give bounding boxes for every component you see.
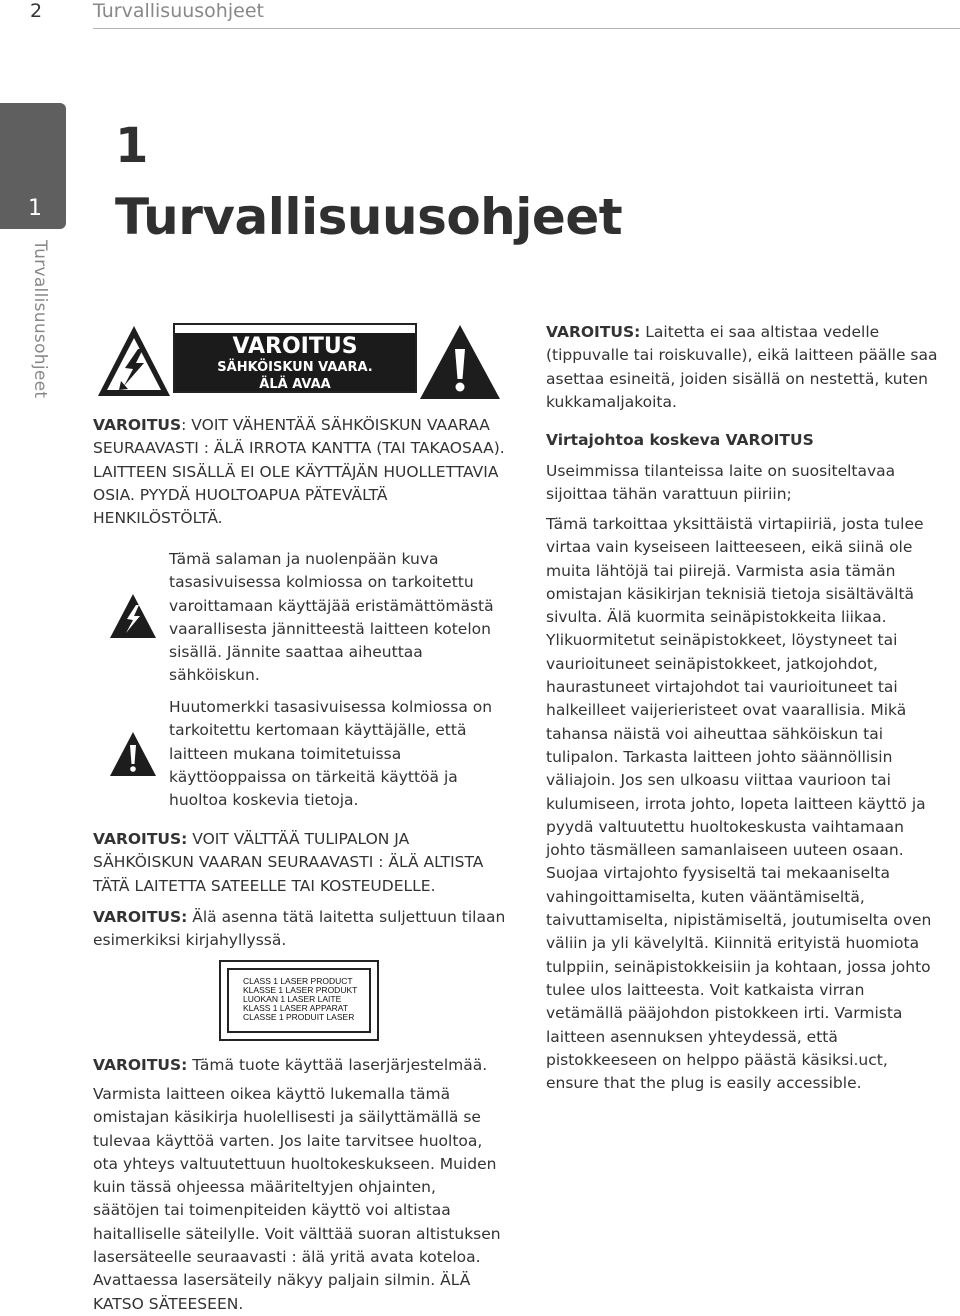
page-number: 2 — [30, 0, 43, 22]
chapter-number: 1 — [115, 118, 149, 174]
warning-paragraph-2: VAROITUS: VOIT VÄLTTÄÄ TULIPALON JA SÄHKÖISKUN VAARAN SEURAAVASTI : ÄLÄ ALTISTA TÄTÄ LAITETTA SATEELLE TAI KOSTEUDELLE. — [93, 830, 484, 895]
lightning-symbol-icon — [108, 592, 158, 640]
side-tab-label: Turvallisuusohjeet — [30, 240, 50, 399]
laser-label-line: LUOKAN 1 LASER LAITE — [243, 994, 342, 1004]
laser-usage-paragraph: Varmista laitteen oikea käyttö lukemalla tämä omistajan käsikirja huolellisesti ja säilyttämällä se tulevaa käyttöä varten. Jos laite tarvitsee huoltoa, ota yhteys valtuutettuun huoltokeskukseen. Muiden kuin tässä ohjeessa määriteltyjen ohjainten, säätöjen tai toimenpiteiden käyttö voi altistaa haitalliselle säteilylle. Voit välttää suoran altistuksen lasersäteelle seuraavasti : älä yritä avata koteloa. Avattaessa lasersäteily näkyy paljain silmin. ÄLÄ KATSO SÄTEESEEN. — [93, 1085, 501, 1313]
power-cord-heading: Virtajohtoa koskeva VAROITUS — [546, 431, 814, 449]
warning-paragraph-1: VAROITUS: VOIT VÄHENTÄÄ SÄHKÖISKUN VAARAA SEURAAVASTI : ÄLÄ IRROTA KANTTA (TAI TAKAOSAA). LAITTEEN SISÄLLÄ EI OLE KÄYTTÄJÄN HUOLLETTAVIA OSIA. PYYDÄ HUOLTOAPUA PÄTEVÄLTÄ HENKILÖSTÖLTÄ. — [93, 416, 505, 528]
lightning-warning-icon — [95, 323, 173, 399]
power-cord-paragraph-1: Useimmissa tilanteissa laite on suositeltavaa sijoittaa tähän varattuun piiriin; — [546, 462, 896, 504]
warning-paragraph-4: VAROITUS: Tämä tuote käyttää laserjärjestelmää. — [93, 1056, 488, 1074]
warning-banner — [173, 323, 417, 393]
warning-paragraph-3: VAROITUS: Älä asenna tätä laitetta suljettuun tilaan esimerkiksi kirjahyllyssä. — [93, 908, 506, 950]
exclamation-symbol-description: Huutomerkki tasasivuisessa kolmiossa on tarkoitettu kertomaan käyttäjälle, että laitteen mukana toimitetuissa käyttöoppaissa on tärkeitä käyttöä ja huoltoa koskevia tietoja. — [169, 698, 493, 810]
lightning-symbol-description: Tämä salaman ja nuolenpään kuva tasasivuisessa kolmiossa on tarkoitettu varoittamaan käyttäjää eristämättömästä vaarallisesta jännitteestä laitteen kotelon sisällä. Jännite saattaa aiheuttaa sähköiskun. — [169, 550, 494, 685]
banner-line-2: ÄLÄ AVAA — [259, 377, 331, 392]
laser-label-line: CLASSE 1 PRODUIT LASER — [243, 1012, 355, 1022]
header-rule — [93, 28, 960, 29]
laser-class-label — [219, 960, 379, 1041]
water-warning-paragraph: VAROITUS: Laitetta ei saa altistaa vedelle (tippuvalle tai roiskuvalle), eikä laitteen päälle saa asettaa esineitä, joiden sisällä on nestettä, kuten kukkamaljakoita. — [546, 323, 938, 411]
running-title: Turvallisuusohjeet — [93, 0, 264, 22]
power-cord-paragraph-2: Tämä tarkoittaa yksittäistä virtapiiriä, josta tulee virtaa vain kyseiseen laitteeseen, eikä siinä ole muita lähtöjä tai piirejä. Varmista asia tämän omistajan käsikirjan teknisiä tietoja sisältävältä sivulta. Älä kuormita seinäpistokkeita liikaa. Ylikuormitetut seinäpistokkeet, löystyneet tai vaurioituneet seinäpistokkeet, jatkojohdot, haurastuneet virtajohdot tai vaurioituneet tai halkeilleet vaijerieristeet ovat vaarallisia. Mikä tahansa näistä voi aiheuttaa sähköiskun tai tulipalon. Tarkasta laitteen johto säännöllisin väliajoin. Jos sen ulkoasu viittaa vaurioon tai kulumiseen, irrota johto, lopeta laitteen käyttö ja pyydä valtuutettu huoltokeskusta vaihtamaan johto täsmälleen samanlaiseen uuteen osaan. Suojaa virtajohto fyysiseltä tai mekaaniselta vahingoittamiselta, kuten vääntämiseltä, taivuttamiselta, nipistämiseltä, joutumiselta oven väliin ja yli kävelyltä. Kiinnitä erityistä huomiota tulppiin, seinäpistokkeisiin ja kohtaan, jossa johto tulee ulos laitteesta. Voit katkaista virran vetämällä pääjohdon pistokkeen irti. Varmista laitteen asennuksen yhteydessä, että pistokkeeseen on helppo päästä käsiksi.uct, ensure that the plug is easily accessible. — [546, 515, 932, 1093]
exclamation-warning-icon — [418, 323, 502, 401]
side-tab-number: 1 — [28, 196, 42, 221]
exclamation-symbol-icon — [108, 730, 158, 778]
banner-line-1: SÄHKÖISKUN VAARA. — [217, 360, 373, 375]
laser-label-line: CLASS 1 LASER PRODUCT — [243, 976, 353, 986]
banner-title: VAROITUS — [232, 334, 358, 359]
chapter-title: Turvallisuusohjeet — [115, 188, 623, 246]
laser-label-line: KLASS 1 LASER APPARAT — [243, 1003, 349, 1013]
laser-label-line: KLASSE 1 LASER PRODUKT — [243, 985, 358, 995]
page-header — [0, 0, 960, 30]
